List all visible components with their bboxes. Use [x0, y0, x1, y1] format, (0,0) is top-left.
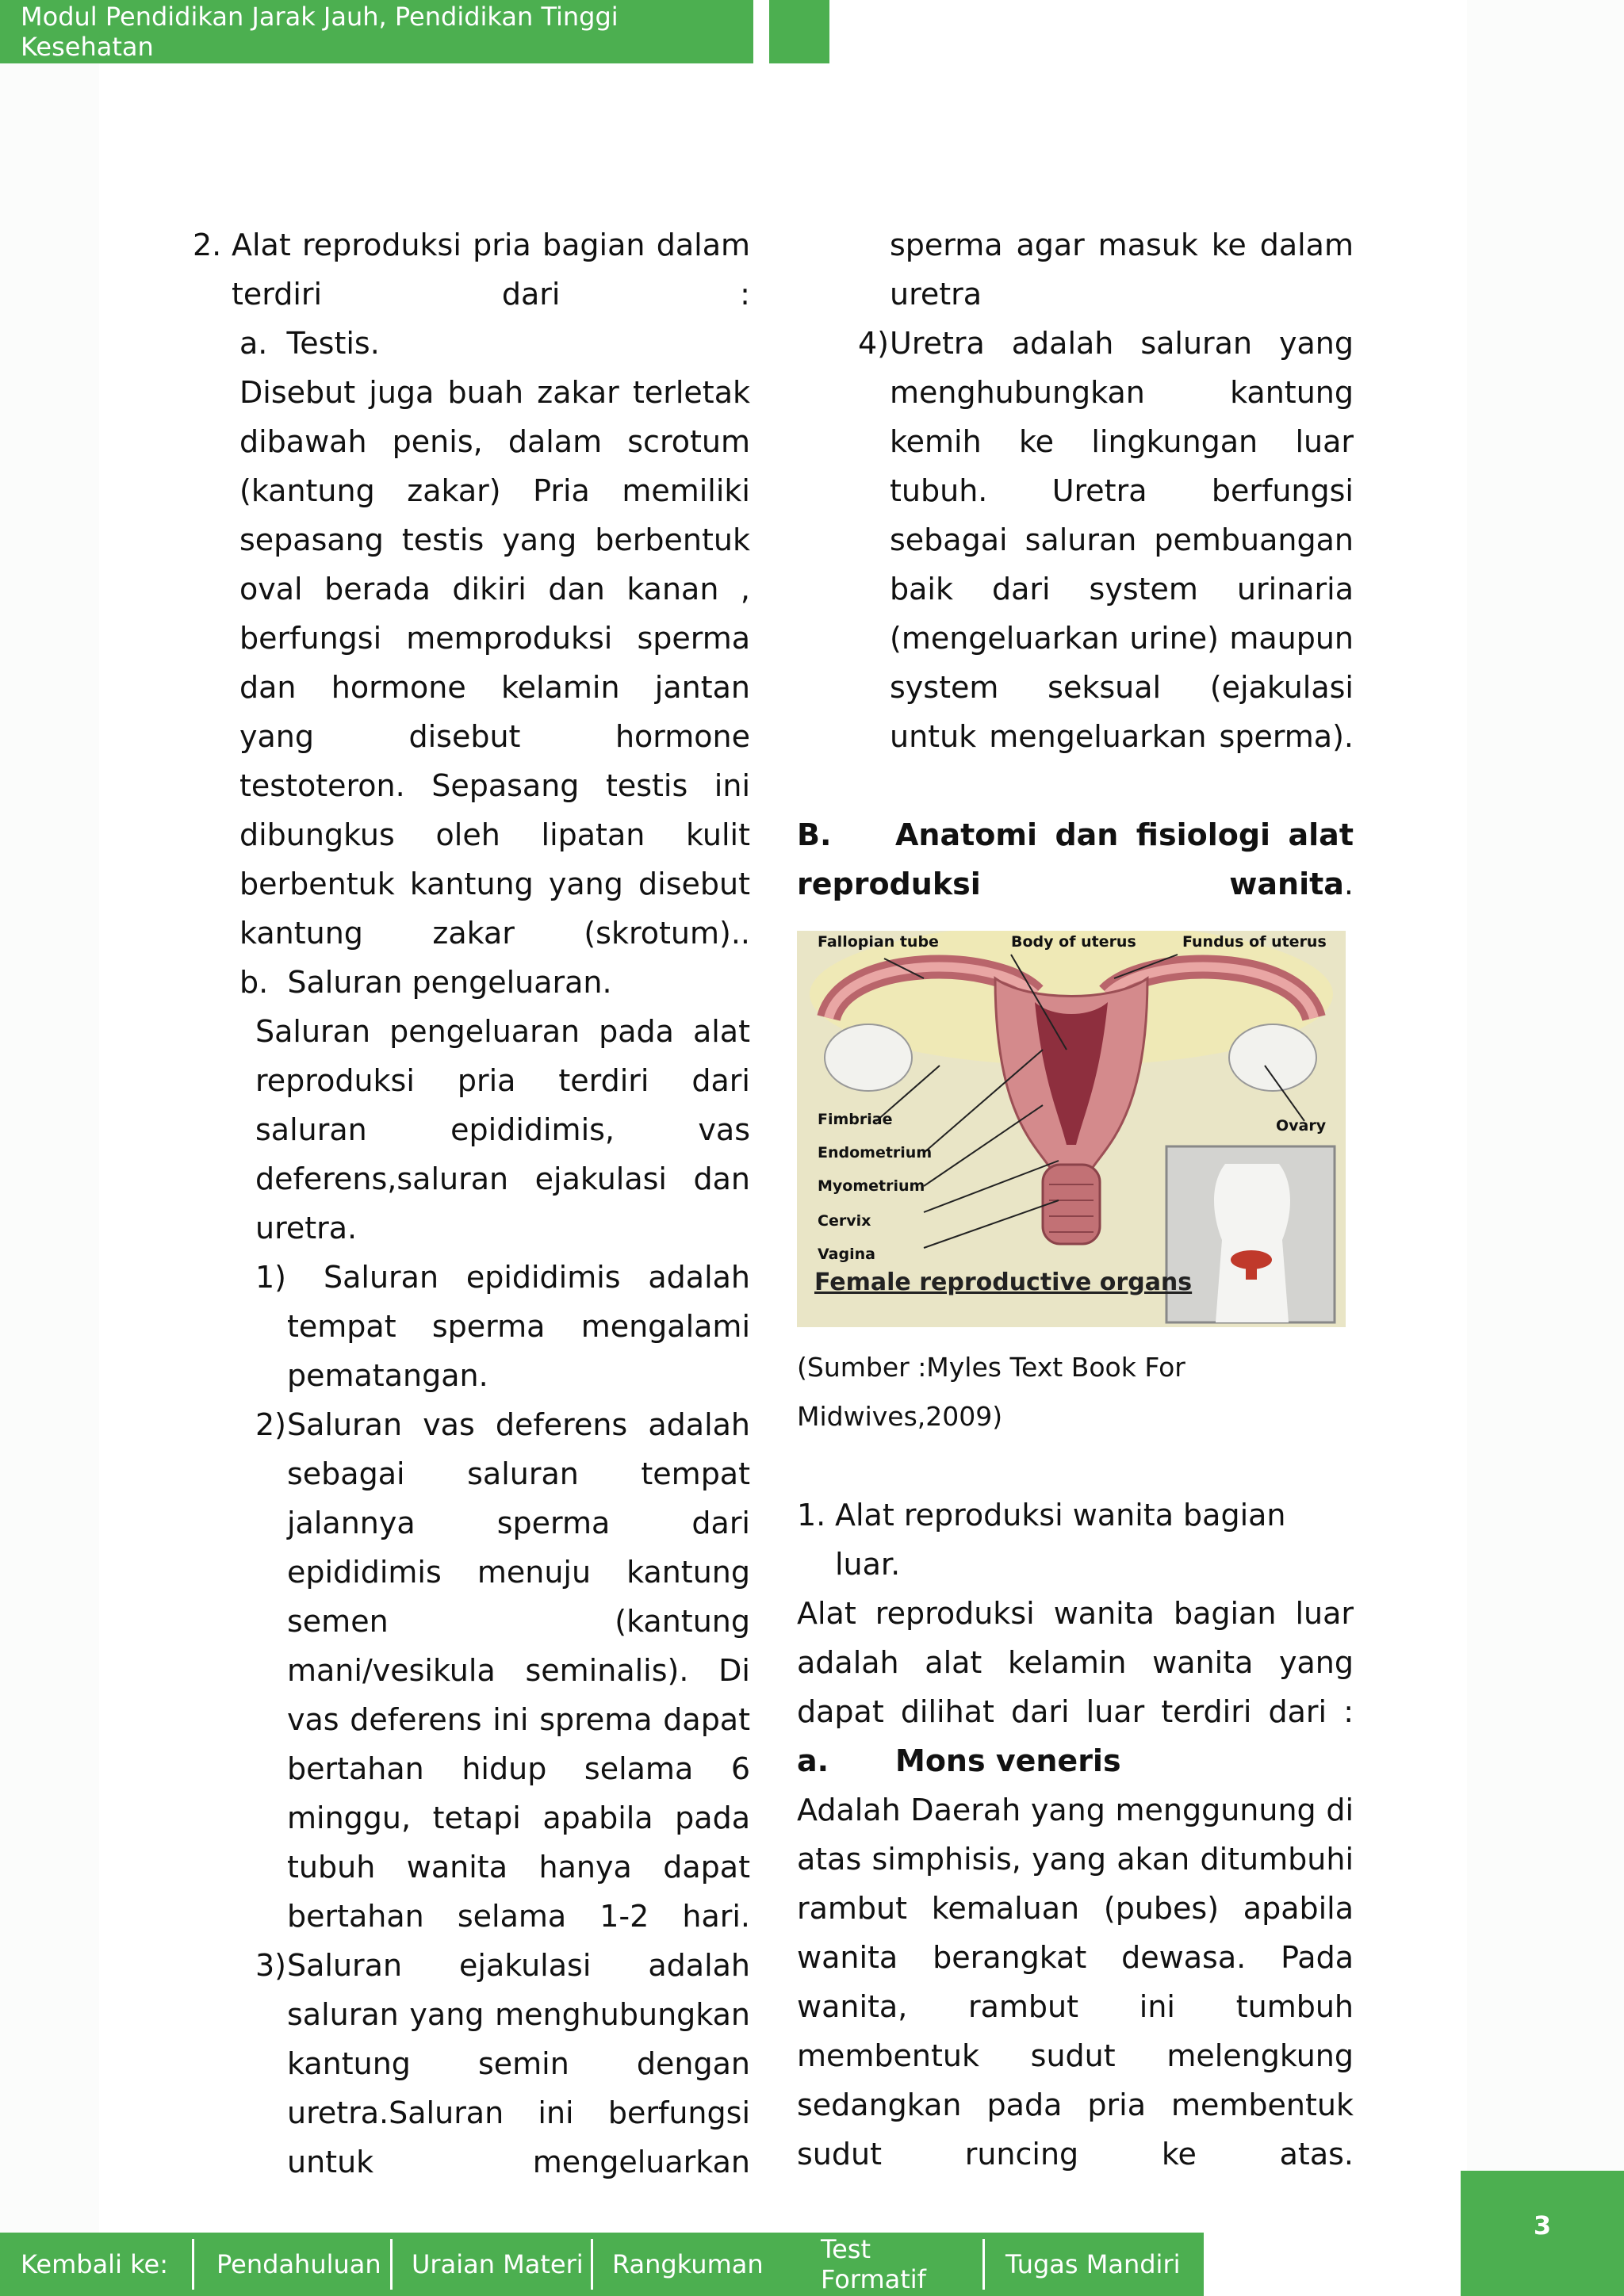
list-marker: b. [239, 965, 269, 1000]
page-number: 3 [1461, 2171, 1624, 2296]
header-accent-block [769, 0, 829, 63]
subitem-a [239, 319, 750, 958]
label-vagina: Vagina [818, 1246, 875, 1263]
footer-nav-bar [0, 2233, 1204, 2296]
label-ovary: Ovary [1276, 1117, 1327, 1135]
nav-link-pendahuluan[interactable]: Pendahuluan [194, 2239, 393, 2290]
nav-link-tugas-mandiri[interactable]: Tugas Mandiri [1005, 2249, 1181, 2279]
label-body-of-uterus: Body of uterus [1011, 933, 1136, 951]
list-item-1 [797, 1490, 1354, 1589]
subitem-mons-veneris-heading [797, 1736, 1354, 1785]
numbered-item-3-continued: sperma agar masuk ke dalam uretra [890, 228, 1354, 312]
header-title: Modul Pendidikan Jarak Jauh, Pendidikan Tinggi Kesehatan [0, 0, 753, 63]
label-myometrium: Myometrium [818, 1177, 925, 1195]
list-marker: 4) [858, 326, 890, 361]
list-item-2 [190, 220, 750, 319]
subitem-b-heading [239, 958, 750, 1007]
list-marker: 1. [797, 1498, 826, 1533]
list-marker: 1) [255, 1260, 287, 1295]
section-b-title: Anatomi dan fisiologi alat reproduksi wanita [797, 817, 1354, 901]
subitem-mons-veneris-title: Mons veneris [895, 1743, 1121, 1778]
item-1-title: Alat reproduksi wanita bagian luar. [835, 1498, 1286, 1582]
nav-link-uraian-materi[interactable]: Uraian Materi [393, 2239, 593, 2290]
section-b-heading [797, 810, 1354, 909]
section-b-title-period: . [1343, 867, 1354, 901]
back-label: Kembali ke: [0, 2239, 194, 2290]
left-column [190, 220, 750, 2187]
label-fimbriae: Fimbriae [818, 1111, 893, 1128]
figure-source: (Sumber :Myles Text Book For Midwives,2009) [797, 1352, 1185, 1432]
right-column [797, 220, 1354, 2179]
label-fundus-of-uterus: Fundus of uterus [1182, 933, 1327, 951]
list-marker: a. [239, 326, 268, 361]
item-2-title: Alat reproduksi pria bagian dalam terdiri dari : [232, 228, 750, 312]
image-caption: Female reproductive organs [814, 1269, 1193, 1296]
numbered-item-1 [255, 1253, 750, 1400]
female-reproductive-organs-image [797, 931, 1346, 1327]
subitem-b-title: Saluran pengeluaran. [287, 965, 612, 1000]
label-fallopian-tube: Fallopian tube [818, 933, 939, 951]
numbered-item-3-text: Saluran ejakulasi adalah saluran yang menghubungkan kantung semin dengan uretra.Saluran ini berfungsi untuk mengeluarkan [287, 1948, 750, 2179]
uterus-illustration [797, 931, 1346, 1327]
section-b-title-line [797, 810, 1354, 909]
subitem-b-body: Saluran pengeluaran pada alat reproduksi pria terdiri dari saluran epididimis, vas deferens,saluran ejakulasi dan uretra. [255, 1014, 750, 1246]
subitem-mons-veneris-body: Adalah Daerah yang menggunung di atas simphisis, yang akan ditumbuhi rambut kemaluan (pubes) apabila wanita berangkat dewasa. Pada wanita, rambut ini tumbuh membentuk sudut melengkung sedangkan pada pria membentuk sudut runcing ke atas. [797, 1793, 1354, 2172]
numbered-item-3 [255, 1941, 750, 2187]
label-endometrium: Endometrium [818, 1144, 933, 1161]
item-1-body: Alat reproduksi wanita bagian luar adalah alat kelamin wanita yang dapat dilihat dari luar terdiri dari : [797, 1596, 1354, 1729]
list-marker: 2. [193, 228, 222, 262]
subitem-a-body: Disebut juga buah zakar terletak dibawah penis, dalam scrotum (kantung zakar) Pria memiliki sepasang testis yang berbentuk oval berada dikiri dan kanan , berfungsi memproduksi sperma dan hormone kelamin jantan yang disebut hormone testoteron. Sepasang testis ini dibungkus oleh lipatan kulit berbentuk kantung yang disebut kantung zakar (skrotum).. [239, 375, 750, 951]
numbered-item-2-text: Saluran vas deferens adalah sebagai saluran tempat jalannya sperma dari epididimis menuju kantung semen (kantung mani/vesikula seminalis). Di vas deferens ini sprema dapat bertahan hidup selama 6 minggu, tetapi apabila pada tubuh wanita hanya dapat bertahan selama 1-2 hari. [287, 1407, 750, 1934]
numbered-item-1-text: Saluran epididimis adalah tempat sperma mengalami pematangan. [287, 1260, 750, 1393]
list-marker: 2) [255, 1407, 287, 1442]
page-margin-left [0, 0, 99, 2296]
numbered-item-4 [858, 319, 1354, 761]
numbered-item-4-text: Uretra adalah saluran yang menghubungkan kantung kemih ke lingkungan luar tubuh. Uretra berfungsi sebagai saluran pembuangan baik dari system urinaria (mengeluarkan urine) maupun system seksual (ejakulasi untuk mengeluarkan sperma). [890, 326, 1354, 754]
subitem-b [239, 958, 750, 1007]
nav-link-test-formatif[interactable]: Test Formatif [781, 2239, 985, 2290]
list-marker: a. [797, 1743, 829, 1778]
subitem-a-title: Testis. [286, 326, 380, 361]
numbered-item-2 [255, 1400, 750, 1941]
label-cervix: Cervix [818, 1212, 871, 1230]
nav-link-rangkuman[interactable]: Rangkuman [612, 2249, 764, 2279]
section-marker: B. [797, 817, 832, 852]
page-margin-right [1467, 0, 1624, 2296]
subitem-a-heading [239, 319, 750, 368]
list-marker: 3) [255, 1948, 287, 1983]
